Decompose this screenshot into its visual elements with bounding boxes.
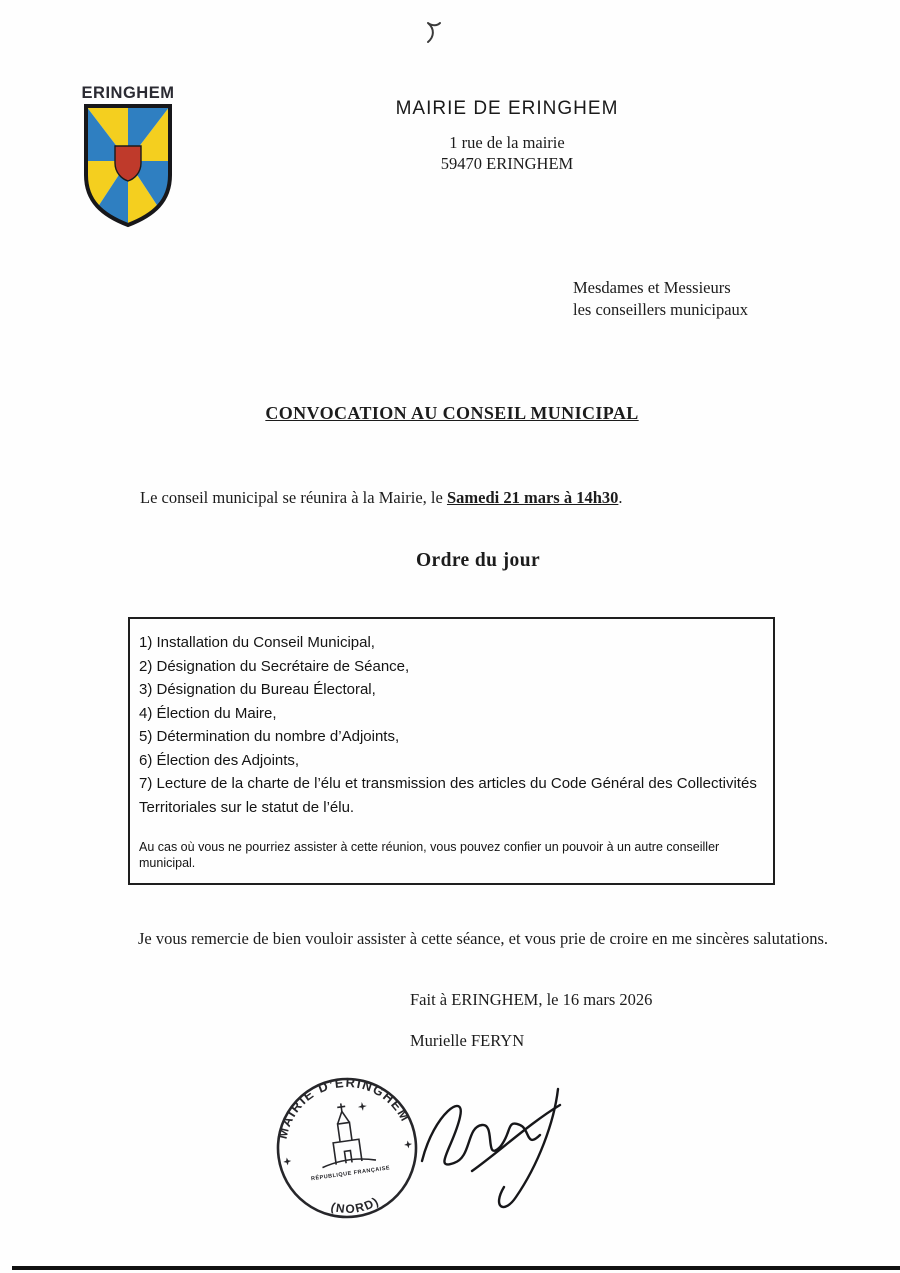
recipient-line-1: Mesdames et Messieurs <box>573 278 731 297</box>
stamp-monument-icon <box>314 1100 376 1168</box>
meeting-date: Samedi 21 mars à 14h30 <box>446 488 619 507</box>
stamp-arc-bottom-text: (NORD) <box>329 1193 382 1217</box>
stamp-inner-caption: RÉPUBLIQUE FRANÇAISE <box>310 1165 391 1183</box>
intro-paragraph <box>140 488 623 508</box>
agenda-item-4: 4) Élection du Maire, <box>139 704 277 722</box>
agenda-heading: Ordre du jour <box>415 550 540 571</box>
coat-of-arms <box>78 84 178 229</box>
agenda-item-7: 7) Lecture de la charte de l’élu et transmission des articles du Code Général des Collectivités Territoriales sur le statut de l’élu. <box>139 775 757 816</box>
intro-text: Le conseil municipal se réunira à la Mairie, le <box>140 488 447 507</box>
document-title: CONVOCATION AU CONSEIL MUNICIPAL <box>265 403 639 423</box>
letterhead <box>307 98 707 174</box>
agenda-note: Au cas où vous ne pourriez assister à cette réunion, vous pouvez confier un pouvoir à un autre conseiller municipal. <box>139 840 720 870</box>
stamp-arc-top-text: MAIRIE D’ERINGHEM <box>274 1074 414 1141</box>
recipient-block <box>573 277 748 321</box>
agenda-item-2: 2) Désignation du Secrétaire de Séance, <box>139 657 410 675</box>
coat-of-arms-label: ERINGHEM <box>81 84 175 102</box>
mairie-title: MAIRIE DE ERINGHEM <box>395 98 619 119</box>
agenda-item-5: 5) Détermination du nombre d’Adjoints, <box>139 728 400 745</box>
closing-paragraph: Je vous remercie de bien vouloir assister à cette séance, et vous prie de croire en me sincères salutations. <box>138 929 828 948</box>
agenda-item-6: 6) Élection des Adjoints, <box>139 751 300 769</box>
agenda-item-3: 3) Désignation du Bureau Électoral, <box>139 681 376 698</box>
intro-period: . <box>618 488 623 507</box>
signatory-name: Murielle FERYN <box>410 1031 525 1050</box>
address-line-1: 1 rue de la mairie <box>449 133 565 152</box>
stamp-star-left-icon <box>283 1157 292 1166</box>
address-line-2: 59470 ERINGHEM <box>440 154 574 173</box>
place-date: Fait à ERINGHEM, le 16 mars 2026 <box>410 990 653 1009</box>
eringhem-shield-icon <box>81 101 175 229</box>
stamp-monument-star-icon <box>357 1101 367 1111</box>
scan-artifact-line <box>12 1266 900 1270</box>
scan-artifact-mark <box>424 20 444 46</box>
mairie-address <box>307 132 707 174</box>
signature-stroke-tail <box>499 1089 558 1207</box>
signature-stroke-main <box>422 1106 540 1165</box>
handwritten-signature <box>408 1075 578 1225</box>
recipient-line-2: les conseillers municipaux <box>573 300 749 319</box>
agenda-item-1: 1) Installation du Conseil Municipal, <box>139 634 375 651</box>
agenda-box <box>128 617 775 885</box>
